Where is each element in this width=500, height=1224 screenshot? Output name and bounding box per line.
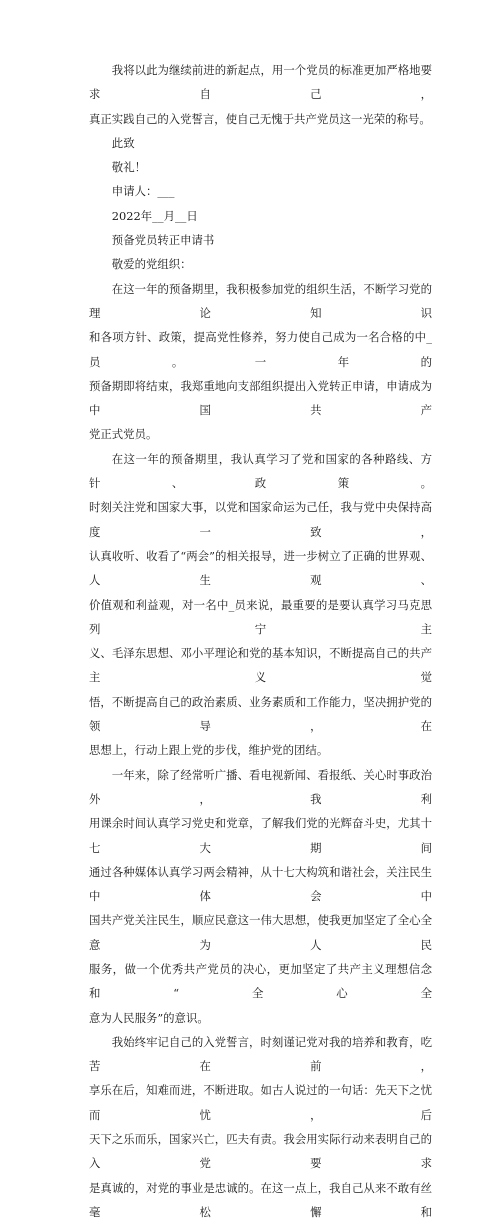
body-paragraph-1: [89, 277, 432, 447]
paragraph-line: 在这一年的预备期里，我认真学习了党和国家的各种路线、方针、政策。: [89, 451, 432, 491]
salutation-ci-zhi: 此致: [111, 135, 135, 150]
paragraph-line: 思想上，行动上跟上党的步伐，维护党的团结。: [89, 743, 329, 758]
paragraph-line: 义、毛泽东思想、邓小平理论和党的基本知识，不断提高自己的共产主义觉: [89, 646, 432, 685]
paragraph-line: 在这一年的预备期里，我积极参加党的组织生活，不断学习党的理论知识: [89, 281, 432, 320]
body-paragraph-4: [89, 1030, 432, 1224]
paragraph-line: 预备期即将结束，我郑重地向支部组织提出入党转正申请，申请成为中国共产: [89, 378, 432, 418]
paragraph-line: 我始终牢记自己的入党誓言，时刻谨记党对我的培养和教育，吃苦在前，: [89, 1034, 432, 1074]
closing-paragraph: [89, 58, 432, 131]
body-paragraph-3: [89, 763, 432, 1030]
paragraph-line: 价值观和利益观，对一名中_员来说，最重要的是要认真学习马克思列宁主: [89, 597, 432, 636]
document-title: 预备党员转正申请书: [111, 233, 215, 248]
paragraph-line: 党正式党员。: [89, 427, 158, 442]
paragraph-line: 悟，不断提高自己的政治素质、业务素质和工作能力，坚决拥护党的领导，在: [89, 694, 432, 734]
paragraph-line: 一年来，除了经常听广播、看电视新闻、看报纸、关心时事政治外，我利: [89, 767, 432, 806]
paragraph-line: 意为人民服务”的意识。: [89, 1010, 209, 1025]
greeting: 敬爱的党组织：: [111, 257, 192, 272]
paragraph-line: 是真诚的，对党的事业是忠诚的。在这一点上，我自己从来不敢有丝毫松懈和: [89, 1180, 432, 1219]
paragraph-line: 认真收听、收看了“两会”的相关报导，进一步树立了正确的世界观、人生观、: [89, 548, 432, 588]
paragraph-line: 天下之乐而乐，国家兴亡，匹夫有责。我会用实际行动来表明自己的入党要求: [89, 1132, 432, 1171]
paragraph-line: 和各项方针、政策，提高党性修养，努力使自己成为一名合格的中_员。一年的: [89, 330, 432, 369]
paragraph-line: 用课余时间认真学习党史和党章，了解我们党的光辉奋斗史，尤其十七大期间: [89, 816, 432, 855]
date-line: 2022年__月__日: [111, 208, 198, 223]
paragraph-line: 我将以此为继续前进的新起点，用一个党员的标准更加严格地要求自己，: [89, 63, 432, 102]
paragraph-line: 时刻关注党和国家大事，以党和国家命运为己任，我与党中央保持高度一致，: [89, 500, 432, 539]
paragraph-line: 服务，做一个优秀共产党员的决心，更加坚定了共产主义理想信念和“全心全: [89, 961, 432, 1001]
paragraph-line: 享乐在后，知难而进，不断进取。如古人说过的一句话：先天下之忧而忧，后: [89, 1083, 432, 1122]
salutation-jing-li: 敬礼！: [111, 160, 146, 175]
paragraph-line: 国共产党关注民生，顺应民意这一伟大思想，使我更加坚定了全心全意为人民: [89, 913, 432, 952]
paragraph-line: 真正实践自己的入党誓言，使自己无愧于共产党员这一光荣的称号。: [89, 111, 431, 126]
applicant-line: 申请人：___: [111, 184, 175, 199]
paragraph-line: 通过各种媒体认真学习两会精神，从十七大构筑和谐社会，关注民生中体会中: [89, 864, 432, 904]
body-paragraph-2: [89, 447, 432, 763]
